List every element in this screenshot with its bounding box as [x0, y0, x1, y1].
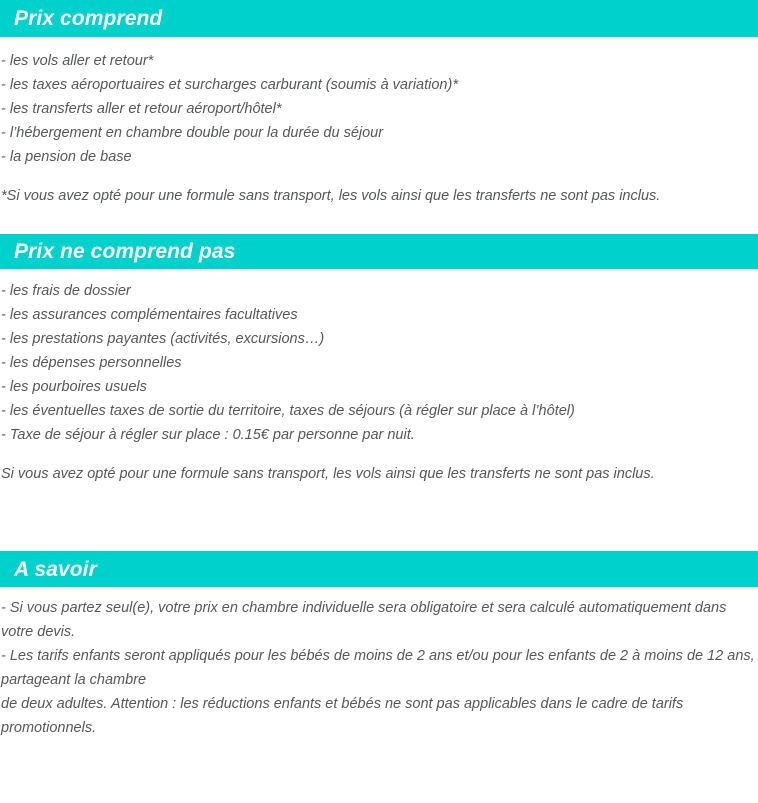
section-body-prix-comprend — [0, 37, 758, 208]
section-title-a-savoir: A savoir — [14, 557, 97, 581]
list-item: - les pourboires usuels — [1, 379, 147, 395]
section-title-prix-ne-comprend-pas: Prix ne comprend pas — [14, 240, 236, 263]
paragraph: - Si vous partez seul(e), votre prix en chambre individuelle sera obligatoire et sera calculé automatiquement dans votre devis. — [1, 600, 727, 640]
list-item: - les assurances complémentaires facultatives — [1, 307, 298, 323]
paragraph: de deux adultes. Attention : les réductions enfants et bébés ne sont pas applicables dans le cadre de tarifs promotionnels. — [1, 696, 684, 736]
section-header-band-prix-comprend — [0, 0, 758, 37]
section-body-a-savoir — [0, 587, 758, 740]
section-note-prix-ne-comprend-pas: Si vous avez opté pour une formule sans transport, les vols ainsi que les transferts ne sont pas inclus. — [1, 466, 655, 482]
list-item: - les transferts aller et retour aéroport/hôtel* — [1, 101, 282, 117]
list-item: - la pension de base — [1, 149, 132, 165]
paragraph: - Les tarifs enfants seront appliqués pour les bébés de moins de 2 ans et/ou pour les enfants de 2 à moins de 12 ans, partageant la chambre — [1, 648, 755, 688]
list-item: - les frais de dossier — [1, 283, 131, 299]
section-header-band-prix-ne-comprend-pas — [0, 234, 758, 269]
section-title-prix-comprend: Prix comprend — [14, 7, 163, 30]
section-header-band-a-savoir — [0, 551, 758, 587]
section-note-prix-comprend: *Si vous avez opté pour une formule sans transport, les vols ainsi que les transferts ne sont pas inclus. — [1, 188, 661, 204]
list-item: - les vols aller et retour* — [1, 53, 154, 69]
list-item: - les dépenses personnelles — [1, 355, 182, 371]
list-item: - Taxe de séjour à régler sur place : 0.15€ par personne par nuit. — [1, 427, 415, 443]
section-body-prix-ne-comprend-pas — [0, 269, 758, 486]
section-a-savoir — [0, 551, 758, 740]
list-item: - les taxes aéroportuaires et surcharges carburant (soumis à variation)* — [1, 77, 458, 93]
list-item: - les prestations payantes (activités, excursions…) — [1, 331, 325, 347]
section-prix-ne-comprend-pas — [0, 234, 758, 486]
section-prix-comprend — [0, 0, 758, 208]
list-item: - les éventuelles taxes de sortie du territoire, taxes de séjours (à régler sur place à l’hôtel) — [1, 403, 575, 419]
list-item: - l’hébergement en chambre double pour la durée du séjour — [1, 125, 384, 141]
